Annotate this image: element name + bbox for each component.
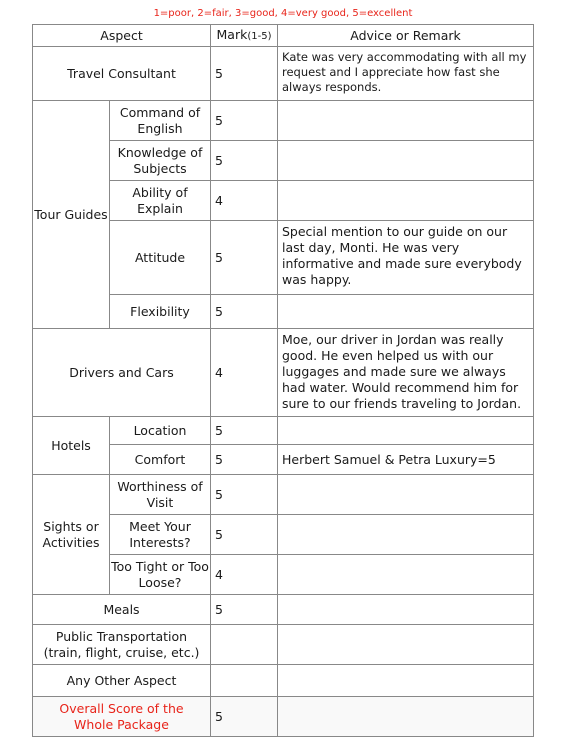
rating-legend: 1=poor, 2=fair, 3=good, 4=very good, 5=excellent: [153, 8, 413, 19]
table-row: [33, 697, 534, 737]
remark-flexibility[interactable]: [278, 295, 534, 329]
remark-drivers-and-cars[interactable]: Moe, our driver in Jordan was really good. He even helped us with our luggages and made sure we always had water. Would recommend him for sure to our friends traveling to Jordan.: [278, 329, 534, 417]
header-remark: Advice or Remark: [278, 25, 534, 47]
remark-public-transportation[interactable]: [278, 625, 534, 665]
subaspect-meet-your-interests: Meet Your Interests?: [110, 515, 211, 555]
public-transportation-label: Public Transportation: [55, 628, 188, 644]
mark-worthiness-of-visit[interactable]: 5: [211, 475, 278, 515]
table-row: [33, 665, 534, 697]
mark-flexibility[interactable]: 5: [211, 295, 278, 329]
subaspect-knowledge-of-subjects: Knowledge of Subjects: [110, 141, 211, 181]
table-row: [33, 595, 534, 625]
evaluation-table: [32, 24, 534, 737]
remark-meet-your-interests[interactable]: [278, 515, 534, 555]
header-mark-label: Mark: [216, 26, 248, 42]
subaspect-attitude: Attitude: [110, 221, 211, 295]
aspect-meals: Meals: [33, 595, 211, 625]
mark-command-of-english[interactable]: 5: [211, 101, 278, 141]
aspect-any-other-aspect: Any Other Aspect: [33, 665, 211, 697]
remark-travel-consultant[interactable]: Kate was very accommodating with all my request and I appreciate how fast she always responds.: [278, 47, 534, 101]
subaspect-worthiness-of-visit: Worthiness of Visit: [110, 475, 211, 515]
aspect-sights-or-activities: Sights or Activities: [33, 475, 110, 595]
table-row: [33, 417, 534, 445]
mark-drivers-and-cars[interactable]: 4: [211, 329, 278, 417]
remark-worthiness-of-visit[interactable]: [278, 475, 534, 515]
subaspect-flexibility: Flexibility: [110, 295, 211, 329]
subaspect-comfort: Comfort: [110, 445, 211, 475]
remark-too-tight-or-too-loose[interactable]: [278, 555, 534, 595]
aspect-hotels: Hotels: [33, 417, 110, 475]
table-row: [33, 47, 534, 101]
remark-attitude[interactable]: Special mention to our guide on our last day, Monti. He was very informative and made sure everybody was happy.: [278, 221, 534, 295]
table-row: [33, 625, 534, 665]
mark-meet-your-interests[interactable]: 5: [211, 515, 278, 555]
subaspect-location: Location: [110, 417, 211, 445]
mark-any-other-aspect[interactable]: [211, 665, 278, 697]
mark-attitude[interactable]: 5: [211, 221, 278, 295]
subaspect-command-of-english: Command of English: [110, 101, 211, 141]
mark-meals[interactable]: 5: [211, 595, 278, 625]
mark-too-tight-or-too-loose[interactable]: 4: [211, 555, 278, 595]
mark-comfort[interactable]: 5: [211, 445, 278, 475]
remark-location[interactable]: [278, 417, 534, 445]
header-mark: [211, 25, 278, 47]
remark-command-of-english[interactable]: [278, 101, 534, 141]
mark-public-transportation[interactable]: [211, 625, 278, 665]
header-row: [33, 25, 534, 47]
table-row: [33, 329, 534, 417]
aspect-tour-guides: Tour Guides: [33, 101, 110, 329]
header-mark-range: (1-5): [247, 30, 272, 42]
subaspect-ability-of-explain: Ability of Explain: [110, 181, 211, 221]
remark-knowledge-of-subjects[interactable]: [278, 141, 534, 181]
overall-score-label: Overall Score of the Whole Package: [59, 700, 184, 732]
aspect-public-transportation: [33, 625, 211, 665]
mark-travel-consultant[interactable]: 5: [211, 47, 278, 101]
remark-overall-score[interactable]: [278, 697, 534, 737]
remark-comfort[interactable]: Herbert Samuel & Petra Luxury=5: [278, 445, 534, 475]
remark-meals[interactable]: [278, 595, 534, 625]
table-row: [33, 475, 534, 515]
aspect-overall-score: [33, 697, 211, 737]
mark-ability-of-explain[interactable]: 4: [211, 181, 278, 221]
mark-location[interactable]: 5: [211, 417, 278, 445]
aspect-drivers-and-cars: Drivers and Cars: [33, 329, 211, 417]
subaspect-too-tight-or-too-loose: Too Tight or Too Loose?: [110, 555, 211, 595]
mark-knowledge-of-subjects[interactable]: 5: [211, 141, 278, 181]
public-transportation-sub: (train, flight, cruise, etc.): [43, 644, 200, 660]
remark-any-other-aspect[interactable]: [278, 665, 534, 697]
remark-ability-of-explain[interactable]: [278, 181, 534, 221]
header-aspect: Aspect: [33, 25, 211, 47]
aspect-travel-consultant: Travel Consultant: [33, 47, 211, 101]
table-row: [33, 101, 534, 141]
mark-overall-score[interactable]: 5: [211, 697, 278, 737]
